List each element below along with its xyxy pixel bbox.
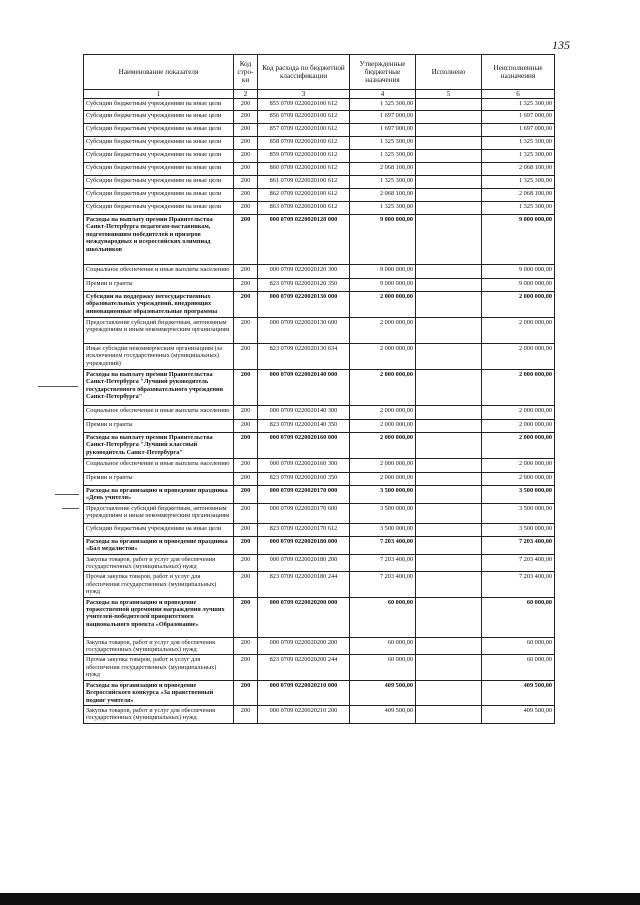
table-row: [84, 189, 555, 202]
row-expense-code-cell: 000 0709 0220020160 000: [258, 433, 350, 459]
row-unexecuted-cell: 7 203 400,00: [482, 554, 555, 572]
row-approved-cell: 9 000 000,00: [350, 279, 416, 292]
row-line-code-cell: 200: [234, 370, 258, 406]
table-body: [84, 99, 555, 724]
row-executed-cell: [416, 265, 482, 279]
row-executed-cell: [416, 189, 482, 202]
row-executed-cell: [416, 406, 482, 420]
row-executed-cell: [416, 572, 482, 597]
row-line-code-cell: 200: [234, 420, 258, 433]
row-unexecuted-cell: 3 500 000,00: [482, 523, 555, 536]
scan-bottom-bar: [0, 893, 640, 905]
table-row: [84, 163, 555, 176]
row-name-cell: Субсидии бюджетным учреждениям на иные цели: [84, 150, 234, 163]
row-unexecuted-cell: 3 500 000,00: [482, 486, 555, 504]
row-expense-code-cell: 000 0709 0220020180 200: [258, 554, 350, 572]
row-executed-cell: [416, 318, 482, 344]
row-line-code-cell: 200: [234, 111, 258, 124]
row-unexecuted-cell: 7 203 400,00: [482, 536, 555, 554]
row-expense-code-cell: 862 0709 0220020100 612: [258, 189, 350, 202]
table-row: [84, 370, 555, 406]
row-name-cell: Премии и гранты: [84, 420, 234, 433]
page-number: 135: [552, 38, 570, 52]
row-name-cell: Прочая закупка товаров, работ и услуг для обеспечения государственных (муниципальных) нужд: [84, 655, 234, 680]
row-unexecuted-cell: 3 500 000,00: [482, 503, 555, 523]
row-unexecuted-cell: 60 000,00: [482, 655, 555, 680]
row-expense-code-cell: 823 0709 0220020120 350: [258, 279, 350, 292]
row-unexecuted-cell: 1 697 000,00: [482, 124, 555, 137]
row-unexecuted-cell: 2 068 100,00: [482, 189, 555, 202]
row-name-cell: Расходы на выплату премии Правительства Санкт-Петербурга "Лучший руководитель государственного образовательного учреждения Санкт-Петербурга": [84, 370, 234, 406]
row-approved-cell: 60 000,00: [350, 597, 416, 637]
row-unexecuted-cell: 7 203 400,00: [482, 572, 555, 597]
row-name-cell: Премии и гранты: [84, 279, 234, 292]
row-executed-cell: [416, 503, 482, 523]
table-row: [84, 111, 555, 124]
row-executed-cell: [416, 124, 482, 137]
row-unexecuted-cell: 2 000 000,00: [482, 344, 555, 370]
column-number: 6: [482, 90, 555, 99]
row-executed-cell: [416, 655, 482, 680]
row-name-cell: Субсидии бюджетным учреждениям на иные цели: [84, 176, 234, 189]
row-expense-code-cell: 823 0709 0220020160 350: [258, 473, 350, 486]
row-approved-cell: 60 000,00: [350, 637, 416, 655]
row-expense-code-cell: 000 0709 0220020120 000: [258, 215, 350, 265]
row-unexecuted-cell: 9 000 000,00: [482, 215, 555, 265]
row-line-code-cell: 200: [234, 279, 258, 292]
row-approved-cell: 60 000,00: [350, 655, 416, 680]
row-executed-cell: [416, 150, 482, 163]
row-executed-cell: [416, 536, 482, 554]
row-executed-cell: [416, 473, 482, 486]
table-row: [84, 473, 555, 486]
row-expense-code-cell: 000 0709 0220020200 200: [258, 637, 350, 655]
row-name-cell: Субсидии бюджетным учреждениям на иные цели: [84, 202, 234, 215]
row-unexecuted-cell: 2 000 000,00: [482, 318, 555, 344]
row-expense-code-cell: 823 0709 0220020200 244: [258, 655, 350, 680]
table-row: [84, 433, 555, 459]
table-row: [84, 597, 555, 637]
row-expense-code-cell: 000 0709 0220020170 600: [258, 503, 350, 523]
row-name-cell: Прочая закупка товаров, работ и услуг для обеспечения государственных (муниципальных) нужд: [84, 572, 234, 597]
row-line-code-cell: 200: [234, 137, 258, 150]
row-expense-code-cell: 000 0709 0220020160 300: [258, 459, 350, 473]
table-row: [84, 459, 555, 473]
budget-report-table: [83, 54, 555, 724]
row-executed-cell: [416, 215, 482, 265]
row-name-cell: Расходы на организацию и проведение праздника «День учителя»: [84, 486, 234, 504]
row-expense-code-cell: 855 0709 0220020100 612: [258, 99, 350, 111]
row-name-cell: Социальное обеспечение и иные выплаты населению: [84, 459, 234, 473]
row-approved-cell: 2 000 000,00: [350, 406, 416, 420]
row-unexecuted-cell: 2 000 000,00: [482, 406, 555, 420]
row-approved-cell: 409 500,00: [350, 680, 416, 705]
row-name-cell: Расходы на организацию и проведение праздника «Бал медалистов»: [84, 536, 234, 554]
row-name-cell: Субсидии бюджетным учреждениям на иные цели: [84, 189, 234, 202]
row-approved-cell: 7 203 400,00: [350, 554, 416, 572]
table-row: [84, 655, 555, 680]
row-unexecuted-cell: 409 500,00: [482, 705, 555, 723]
table-row: [84, 318, 555, 344]
row-line-code-cell: 200: [234, 536, 258, 554]
row-approved-cell: 1 697 000,00: [350, 111, 416, 124]
row-unexecuted-cell: 2 000 000,00: [482, 292, 555, 318]
row-line-code-cell: 200: [234, 99, 258, 111]
row-executed-cell: [416, 459, 482, 473]
header-executed: Исполнено: [416, 55, 482, 90]
row-line-code-cell: 200: [234, 265, 258, 279]
row-name-cell: Премии и гранты: [84, 473, 234, 486]
column-number: 4: [350, 90, 416, 99]
row-unexecuted-cell: 9 000 000,00: [482, 279, 555, 292]
table-row: [84, 680, 555, 705]
row-line-code-cell: 200: [234, 486, 258, 504]
table-row: [84, 265, 555, 279]
row-line-code-cell: 200: [234, 459, 258, 473]
row-executed-cell: [416, 680, 482, 705]
row-approved-cell: 2 000 000,00: [350, 344, 416, 370]
row-approved-cell: 3 500 000,00: [350, 503, 416, 523]
table-row: [84, 215, 555, 265]
row-unexecuted-cell: 2 000 000,00: [482, 473, 555, 486]
row-unexecuted-cell: 1 325 300,00: [482, 150, 555, 163]
column-number-row: [84, 90, 555, 99]
row-name-cell: Расходы на организацию и проведение Всероссийского конкурса «За нравственный подвиг учителя»: [84, 680, 234, 705]
row-unexecuted-cell: 2 000 000,00: [482, 370, 555, 406]
row-executed-cell: [416, 433, 482, 459]
row-line-code-cell: 200: [234, 163, 258, 176]
row-line-code-cell: 200: [234, 202, 258, 215]
row-executed-cell: [416, 176, 482, 189]
row-expense-code-cell: 000 0709 0220020140 000: [258, 370, 350, 406]
row-expense-code-cell: 000 0709 0220020120 300: [258, 265, 350, 279]
table-row: [84, 554, 555, 572]
row-line-code-cell: 200: [234, 523, 258, 536]
row-approved-cell: 409 500,00: [350, 705, 416, 723]
scan-mark: [55, 494, 79, 495]
row-line-code-cell: 200: [234, 705, 258, 723]
row-name-cell: Закупка товаров, работ и услуг для обеспечения государственных (муниципальных) нужд: [84, 637, 234, 655]
row-unexecuted-cell: 60 000,00: [482, 597, 555, 637]
row-expense-code-cell: 857 0709 0220020100 612: [258, 124, 350, 137]
column-number: 2: [234, 90, 258, 99]
row-name-cell: Субсидии бюджетным учреждениям на иные цели: [84, 163, 234, 176]
row-line-code-cell: 200: [234, 597, 258, 637]
row-expense-code-cell: 823 0709 0220020180 244: [258, 572, 350, 597]
row-expense-code-cell: 000 0709 0220020180 000: [258, 536, 350, 554]
row-executed-cell: [416, 523, 482, 536]
row-approved-cell: 1 325 300,00: [350, 176, 416, 189]
row-executed-cell: [416, 202, 482, 215]
row-name-cell: Закупка товаров, работ и услуг для обеспечения государственных (муниципальных) нужд: [84, 554, 234, 572]
row-line-code-cell: 200: [234, 655, 258, 680]
row-expense-code-cell: 000 0709 0220020210 200: [258, 705, 350, 723]
row-unexecuted-cell: 1 325 300,00: [482, 137, 555, 150]
table-row: [84, 292, 555, 318]
row-approved-cell: 2 000 000,00: [350, 318, 416, 344]
row-line-code-cell: 200: [234, 572, 258, 597]
table-row: [84, 150, 555, 163]
row-line-code-cell: 200: [234, 318, 258, 344]
row-approved-cell: 3 500 000,00: [350, 486, 416, 504]
header-unexecuted: Неисполненные назначения: [482, 55, 555, 90]
row-unexecuted-cell: 9 000 000,00: [482, 265, 555, 279]
row-approved-cell: 1 697 000,00: [350, 124, 416, 137]
row-executed-cell: [416, 597, 482, 637]
row-name-cell: Иные субсидии некоммерческим организациям (за исключением государственных (муниципальных) учреждений): [84, 344, 234, 370]
row-name-cell: Социальное обеспечение и иные выплаты населению: [84, 406, 234, 420]
row-approved-cell: 1 325 300,00: [350, 99, 416, 111]
row-expense-code-cell: 858 0709 0220020100 612: [258, 137, 350, 150]
row-expense-code-cell: 861 0709 0220020100 612: [258, 176, 350, 189]
row-line-code-cell: 200: [234, 150, 258, 163]
row-expense-code-cell: 859 0709 0220020100 612: [258, 150, 350, 163]
row-approved-cell: 7 203 400,00: [350, 536, 416, 554]
row-name-cell: Закупка товаров, работ и услуг для обеспечения государственных (муниципальных) нужд: [84, 705, 234, 723]
row-expense-code-cell: 823 0709 0220020170 612: [258, 523, 350, 536]
row-expense-code-cell: 000 0709 0220020130 600: [258, 318, 350, 344]
row-expense-code-cell: 863 0709 0220020100 612: [258, 202, 350, 215]
table-row: [84, 572, 555, 597]
row-approved-cell: 2 000 000,00: [350, 433, 416, 459]
table-row: [84, 344, 555, 370]
header-name: Наименование показателя: [84, 55, 234, 90]
row-name-cell: Субсидии бюджетным учреждениям на иные цели: [84, 137, 234, 150]
row-approved-cell: 2 000 000,00: [350, 459, 416, 473]
row-executed-cell: [416, 705, 482, 723]
row-name-cell: Субсидии на поддержку негосударственных образовательных учреждений, внедряющих инновационные образовательные программы: [84, 292, 234, 318]
table-row: [84, 705, 555, 723]
row-approved-cell: 2 000 000,00: [350, 473, 416, 486]
row-name-cell: Расходы на выплату премии Правительства Санкт-Петербурга "Лучший классный руководитель Санкт-Петербурга": [84, 433, 234, 459]
row-line-code-cell: 200: [234, 637, 258, 655]
row-executed-cell: [416, 486, 482, 504]
row-name-cell: Субсидии бюджетным учреждениям на иные цели: [84, 99, 234, 111]
row-unexecuted-cell: 1 325 300,00: [482, 176, 555, 189]
column-number: 5: [416, 90, 482, 99]
table-row: [84, 503, 555, 523]
row-line-code-cell: 200: [234, 124, 258, 137]
row-expense-code-cell: 000 0709 0220020200 000: [258, 597, 350, 637]
row-approved-cell: 3 500 000,00: [350, 523, 416, 536]
row-approved-cell: 9 000 000,00: [350, 215, 416, 265]
table-row: [84, 279, 555, 292]
row-approved-cell: 2 068 100,00: [350, 163, 416, 176]
row-line-code-cell: 200: [234, 189, 258, 202]
row-name-cell: Субсидии бюджетным учреждениям на иные цели: [84, 111, 234, 124]
row-name-cell: Социальное обеспечение и иные выплаты населению: [84, 265, 234, 279]
row-line-code-cell: 200: [234, 433, 258, 459]
row-expense-code-cell: 000 0709 0220020140 300: [258, 406, 350, 420]
row-unexecuted-cell: 2 068 100,00: [482, 163, 555, 176]
row-expense-code-cell: 000 0709 0220020130 000: [258, 292, 350, 318]
row-approved-cell: 7 203 400,00: [350, 572, 416, 597]
row-unexecuted-cell: 2 000 000,00: [482, 459, 555, 473]
table-row: [84, 637, 555, 655]
row-approved-cell: 1 325 300,00: [350, 150, 416, 163]
column-number: 1: [84, 90, 234, 99]
table-row: [84, 137, 555, 150]
table-row: [84, 202, 555, 215]
row-executed-cell: [416, 554, 482, 572]
row-line-code-cell: 200: [234, 215, 258, 265]
table-row: [84, 124, 555, 137]
row-line-code-cell: 200: [234, 680, 258, 705]
row-unexecuted-cell: 2 000 000,00: [482, 420, 555, 433]
row-executed-cell: [416, 163, 482, 176]
row-line-code-cell: 200: [234, 176, 258, 189]
row-line-code-cell: 200: [234, 554, 258, 572]
row-approved-cell: 2 000 000,00: [350, 292, 416, 318]
row-line-code-cell: 200: [234, 292, 258, 318]
row-expense-code-cell: 000 0709 0220020210 000: [258, 680, 350, 705]
row-executed-cell: [416, 99, 482, 111]
row-name-cell: Расходы на организацию и проведение торжественной церемонии награждения лучших учителей-победителей приоритетного национального проекта «Образование»: [84, 597, 234, 637]
row-executed-cell: [416, 344, 482, 370]
row-executed-cell: [416, 292, 482, 318]
row-approved-cell: 1 325 300,00: [350, 202, 416, 215]
row-approved-cell: 2 000 000,00: [350, 420, 416, 433]
row-unexecuted-cell: 1 325 300,00: [482, 99, 555, 111]
row-name-cell: Субсидии бюджетным учреждениям на иные цели: [84, 124, 234, 137]
row-executed-cell: [416, 279, 482, 292]
table-row: [84, 486, 555, 504]
row-name-cell: Субсидии бюджетным учреждениям на иные цели: [84, 523, 234, 536]
row-unexecuted-cell: 60 000,00: [482, 637, 555, 655]
column-number: 3: [258, 90, 350, 99]
row-name-cell: Предоставление субсидий бюджетным, автономным учреждениям и иным некоммерческим организациям: [84, 503, 234, 523]
row-expense-code-cell: 856 0709 0220020100 612: [258, 111, 350, 124]
row-line-code-cell: 200: [234, 503, 258, 523]
row-executed-cell: [416, 637, 482, 655]
row-unexecuted-cell: 409 500,00: [482, 680, 555, 705]
row-name-cell: Расходы на выплату премии Правительства Санкт-Петербурга педагогам-наставникам, подготовившим победителей и призеров международных и всероссийских олимпиад школьников: [84, 215, 234, 265]
table-row: [84, 176, 555, 189]
row-approved-cell: 1 325 300,00: [350, 137, 416, 150]
table-header: [84, 55, 555, 99]
row-approved-cell: 9 000 000,00: [350, 265, 416, 279]
scan-mark: [62, 508, 79, 509]
row-unexecuted-cell: 1 325 300,00: [482, 202, 555, 215]
table-row: [84, 99, 555, 111]
row-unexecuted-cell: 1 697 000,00: [482, 111, 555, 124]
row-executed-cell: [416, 370, 482, 406]
row-executed-cell: [416, 111, 482, 124]
table-row: [84, 406, 555, 420]
row-line-code-cell: 200: [234, 406, 258, 420]
row-line-code-cell: 200: [234, 473, 258, 486]
row-expense-code-cell: 860 0709 0220020100 612: [258, 163, 350, 176]
row-executed-cell: [416, 137, 482, 150]
header-line-code: Код стро-ки: [234, 55, 258, 90]
row-name-cell: Предоставление субсидий бюджетным, автономным учреждениям и иным некоммерческим организациям: [84, 318, 234, 344]
row-unexecuted-cell: 2 000 000,00: [482, 433, 555, 459]
header-expense-code: Код расхода по бюджетной классификации: [258, 55, 350, 90]
table-row: [84, 523, 555, 536]
row-expense-code-cell: 000 0709 0220020170 000: [258, 486, 350, 504]
row-approved-cell: 2 000 000,00: [350, 370, 416, 406]
row-expense-code-cell: 823 0709 0220020140 350: [258, 420, 350, 433]
header-approved: Утвержденные бюджетные назначения: [350, 55, 416, 90]
row-line-code-cell: 200: [234, 344, 258, 370]
scan-mark: [38, 386, 78, 387]
row-executed-cell: [416, 420, 482, 433]
row-expense-code-cell: 823 0709 0220020130 634: [258, 344, 350, 370]
row-approved-cell: 2 068 100,00: [350, 189, 416, 202]
table-row: [84, 420, 555, 433]
table-row: [84, 536, 555, 554]
